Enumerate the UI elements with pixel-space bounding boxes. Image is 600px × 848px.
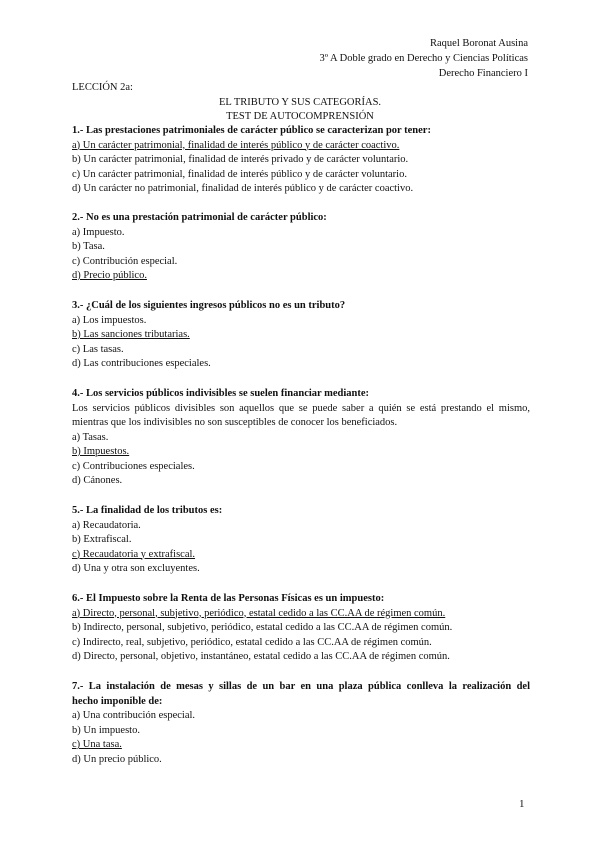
question-stem-continued: hecho imponible de: <box>72 695 163 707</box>
document-title: EL TRIBUTO Y SUS CATEGORÍAS. <box>218 97 382 108</box>
document-subtitle: TEST DE AUTOCOMPRENSIÓN <box>226 111 374 122</box>
question-stem: 4.- Los servicios públicos indivisibles se suelen financiar mediante: <box>72 388 370 399</box>
question-stem: 1.- Las prestaciones patrimoniales de carácter público se caracterizan por tener: <box>72 125 431 136</box>
option-d: d) Un carácter no patrimonial, finalidad de interés público y de carácter coactivo. <box>72 183 414 194</box>
question-5 <box>72 504 530 577</box>
correct-answer: c) Recaudatoria y extrafiscal. <box>72 548 196 560</box>
option-b: b) Extrafiscal. <box>72 534 132 545</box>
question-1 <box>72 124 530 197</box>
lesson-label: LECCIÓN 2a: <box>72 82 133 93</box>
question-stem: 3.- ¿Cuál de los siguientes ingresos públicos no es un tributo? <box>72 300 346 311</box>
option-a: a) Tasas. <box>72 431 109 443</box>
option-d: d) Directo, personal, objetivo, instantáneo, estatal cedido a las CC.AA de régimen común. <box>72 651 450 662</box>
page-number: 1 <box>519 798 525 810</box>
question-2 <box>72 211 530 284</box>
question-stem: 6.- El Impuesto sobre la Renta de las Personas Físicas es un impuesto: <box>72 593 385 604</box>
header-course: Derecho Financiero I <box>438 68 528 79</box>
option-b <box>72 328 530 343</box>
question-stem: 7.- La instalación de mesas y sillas de un bar en una plaza pública conlleva la realización del <box>72 681 530 692</box>
question-7 <box>72 680 530 767</box>
option-b: b) Indirecto, personal, subjetivo, periódico, estatal cedido a las CC.AA de régimen común. <box>72 622 453 633</box>
option-d: d) Cánones. <box>72 475 123 486</box>
explanatory-note: Los servicios públicos divisibles son aquellos que se puede saber a quién se está prestando el mismo, mientras que los indivisibles no son susceptibles de conocer los beneficiados. <box>72 402 530 428</box>
correct-answer: a) Un carácter patrimonial, finalidad de interés público y de carácter coactivo. <box>72 139 400 151</box>
option-a: a) Una contribución especial. <box>72 710 196 721</box>
option-c: c) Contribución especial. <box>72 255 178 267</box>
option-b <box>72 445 530 460</box>
option-d: d) Las contribuciones especiales. <box>72 358 211 369</box>
option-a <box>72 139 530 154</box>
option-a <box>72 607 530 622</box>
option-d: d) Una y otra son excluyentes. <box>72 563 200 574</box>
option-d <box>72 269 530 284</box>
option-c: c) Contribuciones especiales. <box>72 460 195 472</box>
header-author: Raquel Boronat Ausina <box>430 38 528 49</box>
question-4 <box>72 387 530 489</box>
correct-answer: c) Una tasa. <box>72 739 122 750</box>
header-degree: 3º A Doble grado en Derecho y Ciencias Políticas <box>319 53 528 64</box>
question-6 <box>72 592 530 665</box>
question-stem: 5.- La finalidad de los tributos es: <box>72 505 223 516</box>
option-c <box>72 738 530 753</box>
correct-answer: b) Impuestos. <box>72 446 130 457</box>
question-3 <box>72 299 530 372</box>
correct-answer: a) Directo, personal, subjetivo, periódico, estatal cedido a las CC.AA de régimen común. <box>72 607 446 619</box>
option-a: a) Impuesto. <box>72 226 125 238</box>
option-b: b) Un impuesto. <box>72 724 140 736</box>
option-c <box>72 548 530 563</box>
option-c: c) Indirecto, real, subjetivo, periódico, estatal cedido a las CC.AA de régimen común. <box>72 636 432 648</box>
option-c: c) Las tasas. <box>72 343 124 355</box>
option-b: b) Un carácter patrimonial, finalidad de interés privado y de carácter voluntario. <box>72 154 409 165</box>
option-a: a) Los impuestos. <box>72 314 147 326</box>
option-b: b) Tasa. <box>72 241 105 252</box>
correct-answer: d) Precio público. <box>72 270 147 281</box>
option-c: c) Un carácter patrimonial, finalidad de interés público y de carácter voluntario. <box>72 168 407 180</box>
question-stem: 2.- No es una prestación patrimonial de carácter público: <box>72 212 327 223</box>
option-a: a) Recaudatoria. <box>72 519 141 531</box>
correct-answer: b) Las sanciones tributarias. <box>72 329 190 340</box>
option-d: d) Un precio público. <box>72 753 162 765</box>
